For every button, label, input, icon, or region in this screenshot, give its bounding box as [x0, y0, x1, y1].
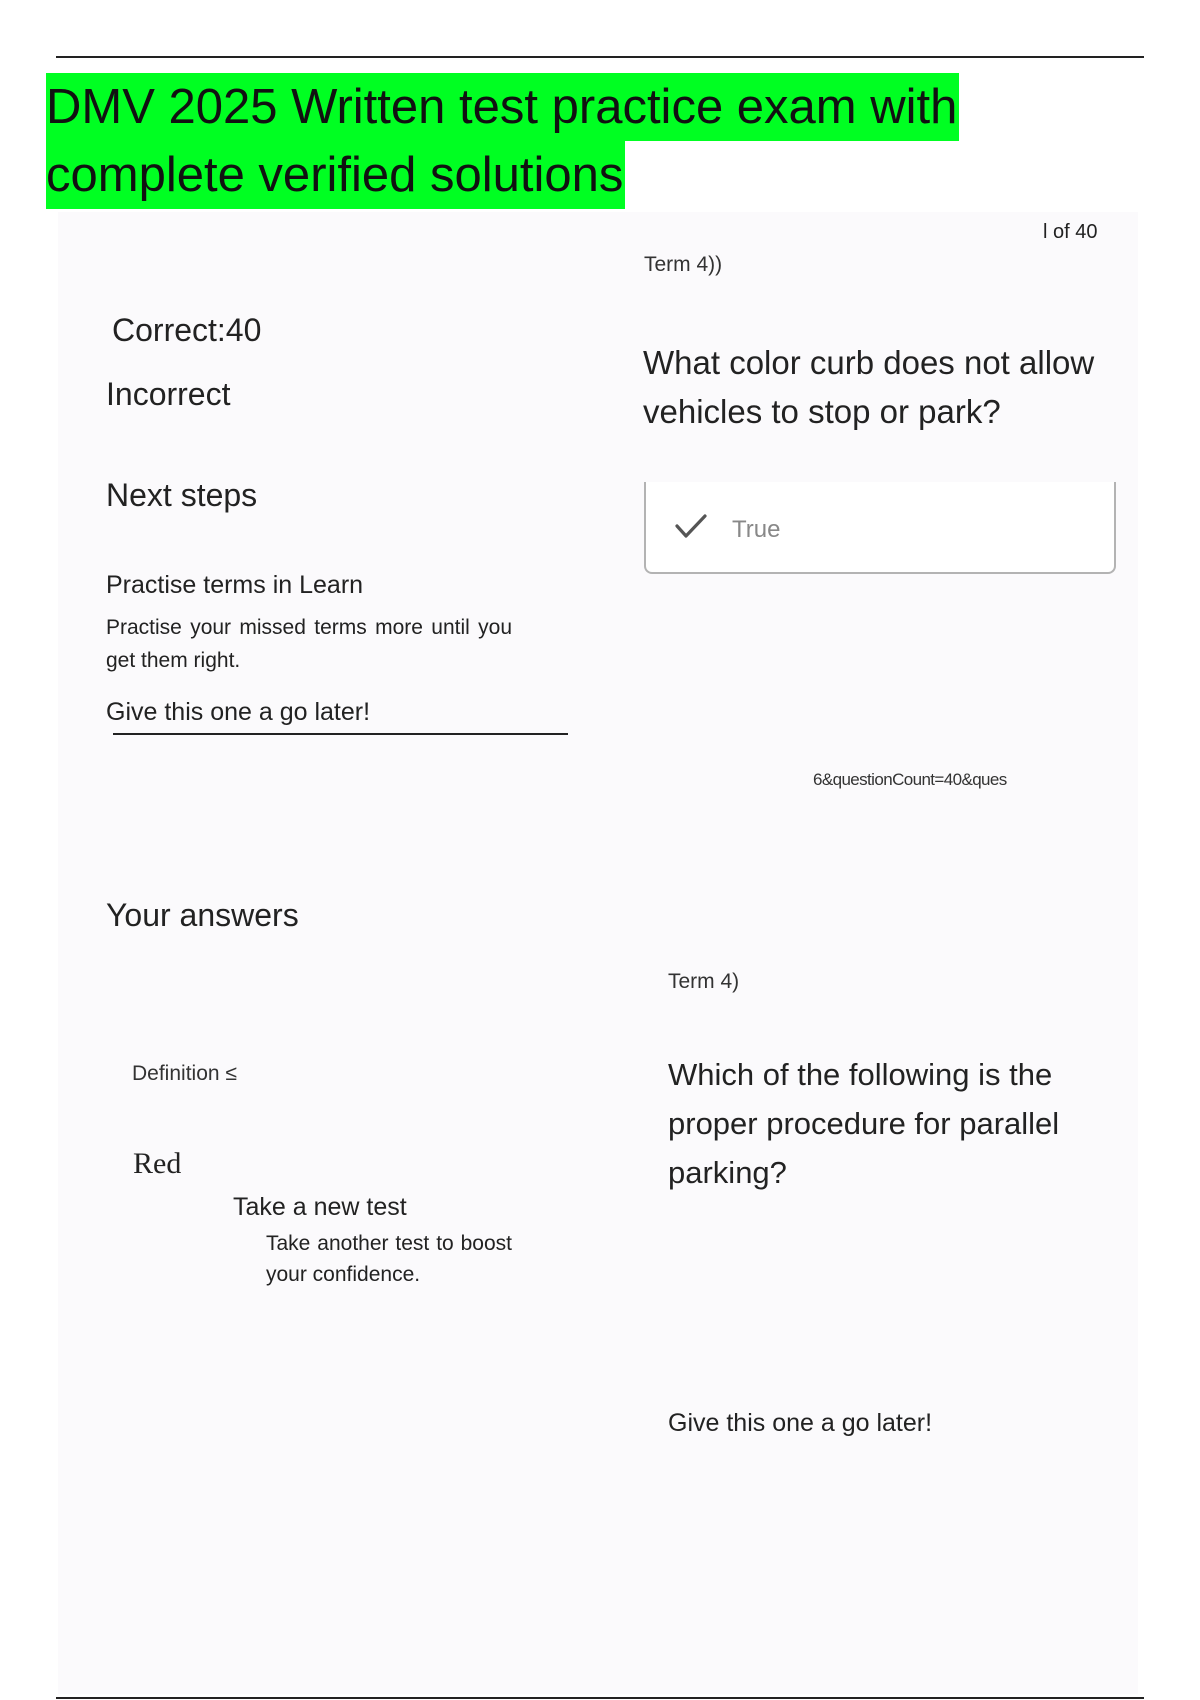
question-text: What color curb does not allow vehicles to stop or park?: [643, 344, 1095, 430]
document-title: [46, 73, 959, 209]
definition-label: Definition ≤: [132, 1062, 237, 1085]
next-steps-heading: Next steps: [106, 477, 258, 513]
check-icon: [674, 512, 708, 540]
incorrect-label: Incorrect: [106, 376, 231, 412]
answer-option-card[interactable]: [644, 482, 1116, 574]
practise-terms-description: Practise your missed terms more until you get them right.: [106, 616, 512, 672]
question-counter: l of 40: [1043, 221, 1098, 243]
answer-value: Red: [133, 1147, 182, 1180]
practise-terms-link[interactable]: Practise terms in Learn: [106, 571, 364, 599]
term-label-second: Term 4): [668, 970, 740, 993]
give-later-link-second[interactable]: Give this one a go later!: [668, 1409, 933, 1437]
give-later-underline: [113, 733, 568, 735]
your-answers-heading: Your answers: [106, 897, 299, 933]
give-later-link[interactable]: Give this one a go later!: [106, 698, 371, 726]
take-new-test-description: Take another test to boost your confidence.: [266, 1232, 512, 1286]
bottom-divider: [56, 1697, 1144, 1699]
top-divider: [56, 56, 1144, 58]
correct-count: Correct:40: [112, 312, 262, 348]
term-label: Term 4)): [644, 253, 723, 276]
question-text-second: Which of the following is the proper procedure for parallel parking?: [668, 1057, 1060, 1190]
answer-option-label: True: [732, 516, 781, 543]
url-fragment-text: 6&questionCount=40&ques: [813, 770, 1007, 789]
take-new-test-link[interactable]: Take a new test: [233, 1193, 407, 1221]
title-line-2: complete verified solutions: [46, 141, 625, 209]
title-line-1: DMV 2025 Written test practice exam with: [46, 73, 959, 141]
